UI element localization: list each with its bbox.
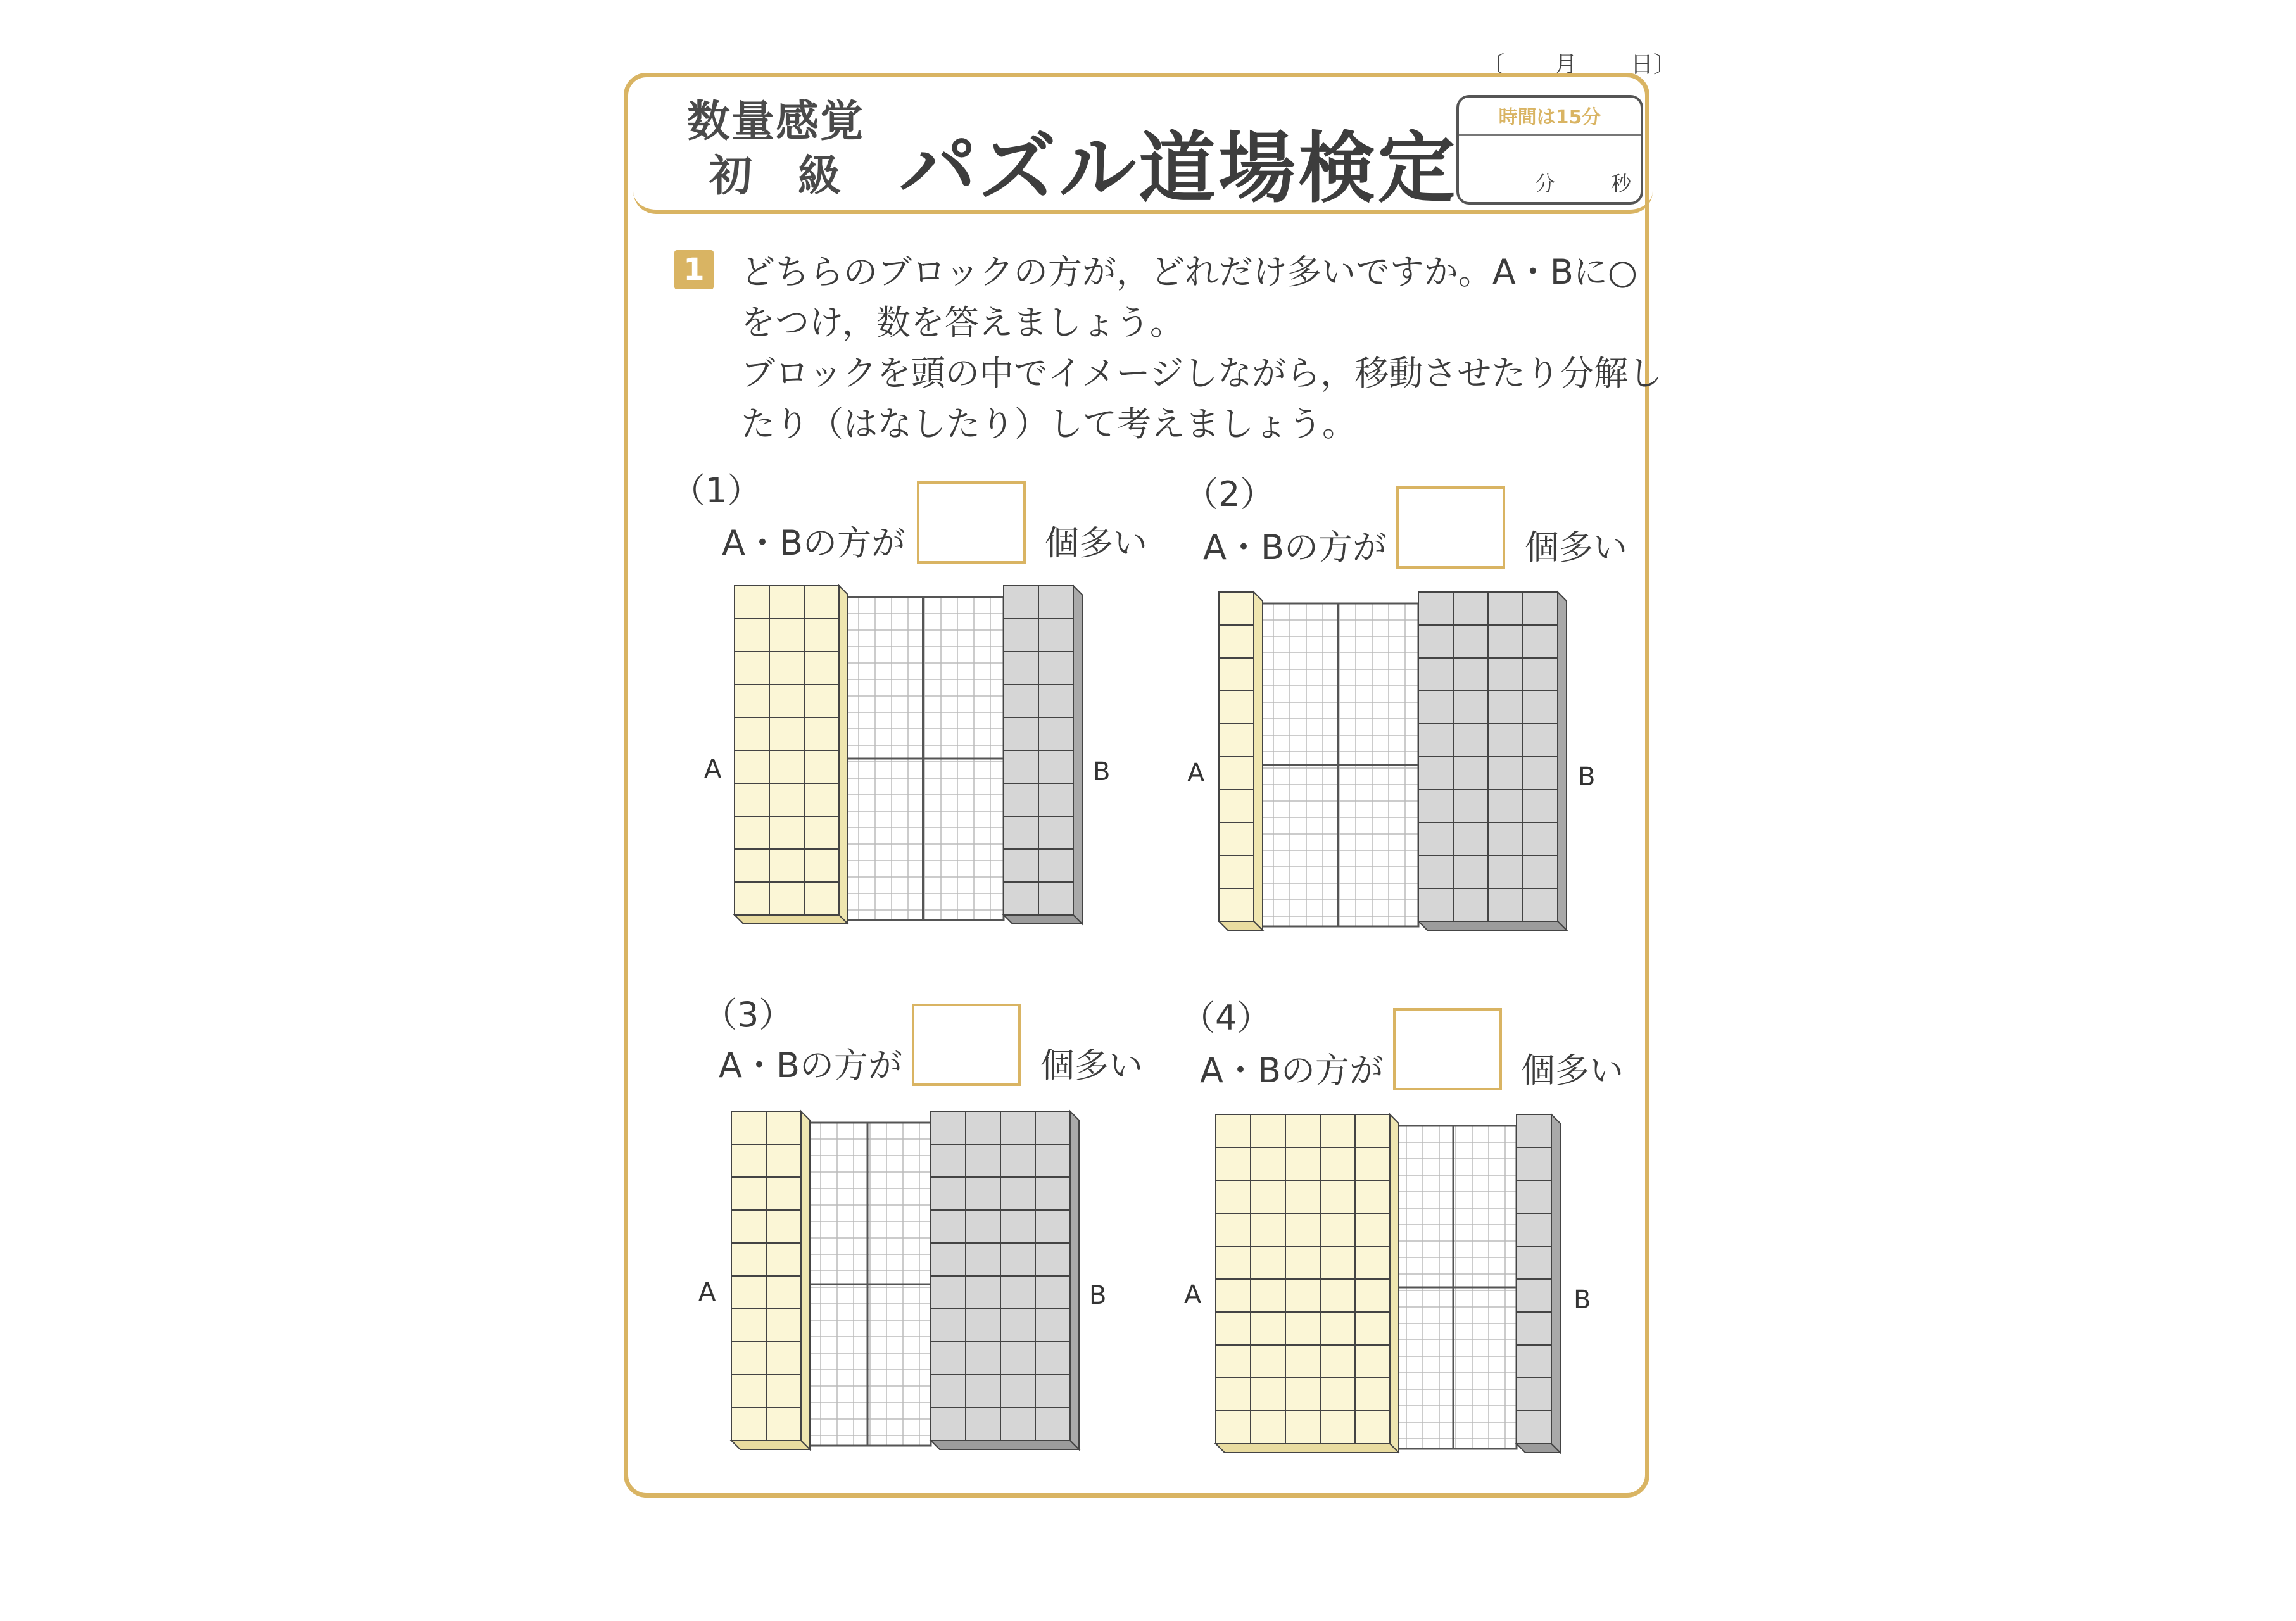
block-figure [1209, 1108, 1577, 1479]
instruction-line: どちらのブロックの方が，どれだけ多いですか。A・Bに○ [741, 252, 1638, 292]
problem-label: （1） [671, 470, 762, 510]
answer-box[interactable] [1393, 1008, 1502, 1090]
problem-prompt: A・Bの方が [719, 1045, 902, 1085]
problem-label: （2） [1184, 474, 1275, 514]
grade-label [678, 95, 874, 204]
empty-grid-area [804, 1123, 931, 1446]
block-b-label: B [1089, 1281, 1107, 1310]
question-number-badge: 1 [674, 250, 714, 289]
block-a-label: A [1184, 1280, 1202, 1309]
date-month-label: 月 [1555, 52, 1578, 78]
empty-grid-area [1257, 603, 1418, 926]
instruction-line: たり（はなしたり）して考えましょう。 [741, 404, 1356, 444]
instruction-line: ブロックを頭の中でイメージしながら，移動させたり分解し [741, 353, 1663, 393]
block-figure [1213, 586, 1580, 956]
block-stack-a [1219, 592, 1263, 930]
block-b-label: B [1578, 762, 1596, 792]
problem-suffix: 個多い [1045, 523, 1147, 563]
date-day-label: 日〕 [1631, 52, 1677, 78]
block-stack-b [931, 1111, 1079, 1449]
block-stack-b [1517, 1114, 1560, 1453]
problem-prompt: A・Bの方が [722, 523, 905, 563]
problem-suffix: 個多い [1521, 1050, 1624, 1090]
time-limit-label: 時間は15分 [1498, 106, 1601, 129]
minutes-unit: 分 [1535, 172, 1556, 196]
problem-suffix: 個多い [1040, 1045, 1143, 1085]
date-bracket: 〔 [1482, 52, 1505, 78]
block-stack-a [1216, 1114, 1399, 1453]
problem-prompt: A・Bの方が [1203, 527, 1387, 567]
answer-box[interactable] [912, 1004, 1021, 1086]
block-figure [725, 1105, 1092, 1475]
block-stack-b [1004, 586, 1082, 924]
block-stack-b [1418, 592, 1567, 930]
problem-label: （4） [1181, 998, 1271, 1038]
block-stack-a [735, 586, 848, 924]
empty-grid-area [1390, 1126, 1517, 1449]
grade-subject: 数量感覚 [686, 97, 864, 147]
block-figure [728, 579, 1095, 950]
seconds-unit: 秒 [1611, 172, 1632, 196]
grade-level: 初 級 [709, 151, 842, 201]
page-title: パズル道場検定 [899, 123, 1458, 213]
block-a-label: A [1187, 759, 1205, 788]
problem-label: （3） [703, 995, 793, 1035]
time-box-divider [1459, 134, 1641, 136]
problem-prompt: A・Bの方が [1200, 1050, 1384, 1090]
instruction-line: をつけ，数を答えましょう。 [741, 303, 1184, 343]
block-stack-a [731, 1111, 810, 1449]
time-record-box[interactable] [1456, 95, 1643, 205]
block-b-label: B [1574, 1285, 1591, 1315]
block-a-label: A [698, 1278, 716, 1307]
question-instructions [741, 247, 1662, 450]
block-a-label: A [704, 755, 722, 784]
empty-grid-area [842, 597, 1004, 920]
answer-box[interactable] [1396, 486, 1505, 569]
answer-box[interactable] [917, 481, 1026, 564]
block-b-label: B [1093, 757, 1111, 786]
problem-suffix: 個多い [1525, 527, 1627, 567]
